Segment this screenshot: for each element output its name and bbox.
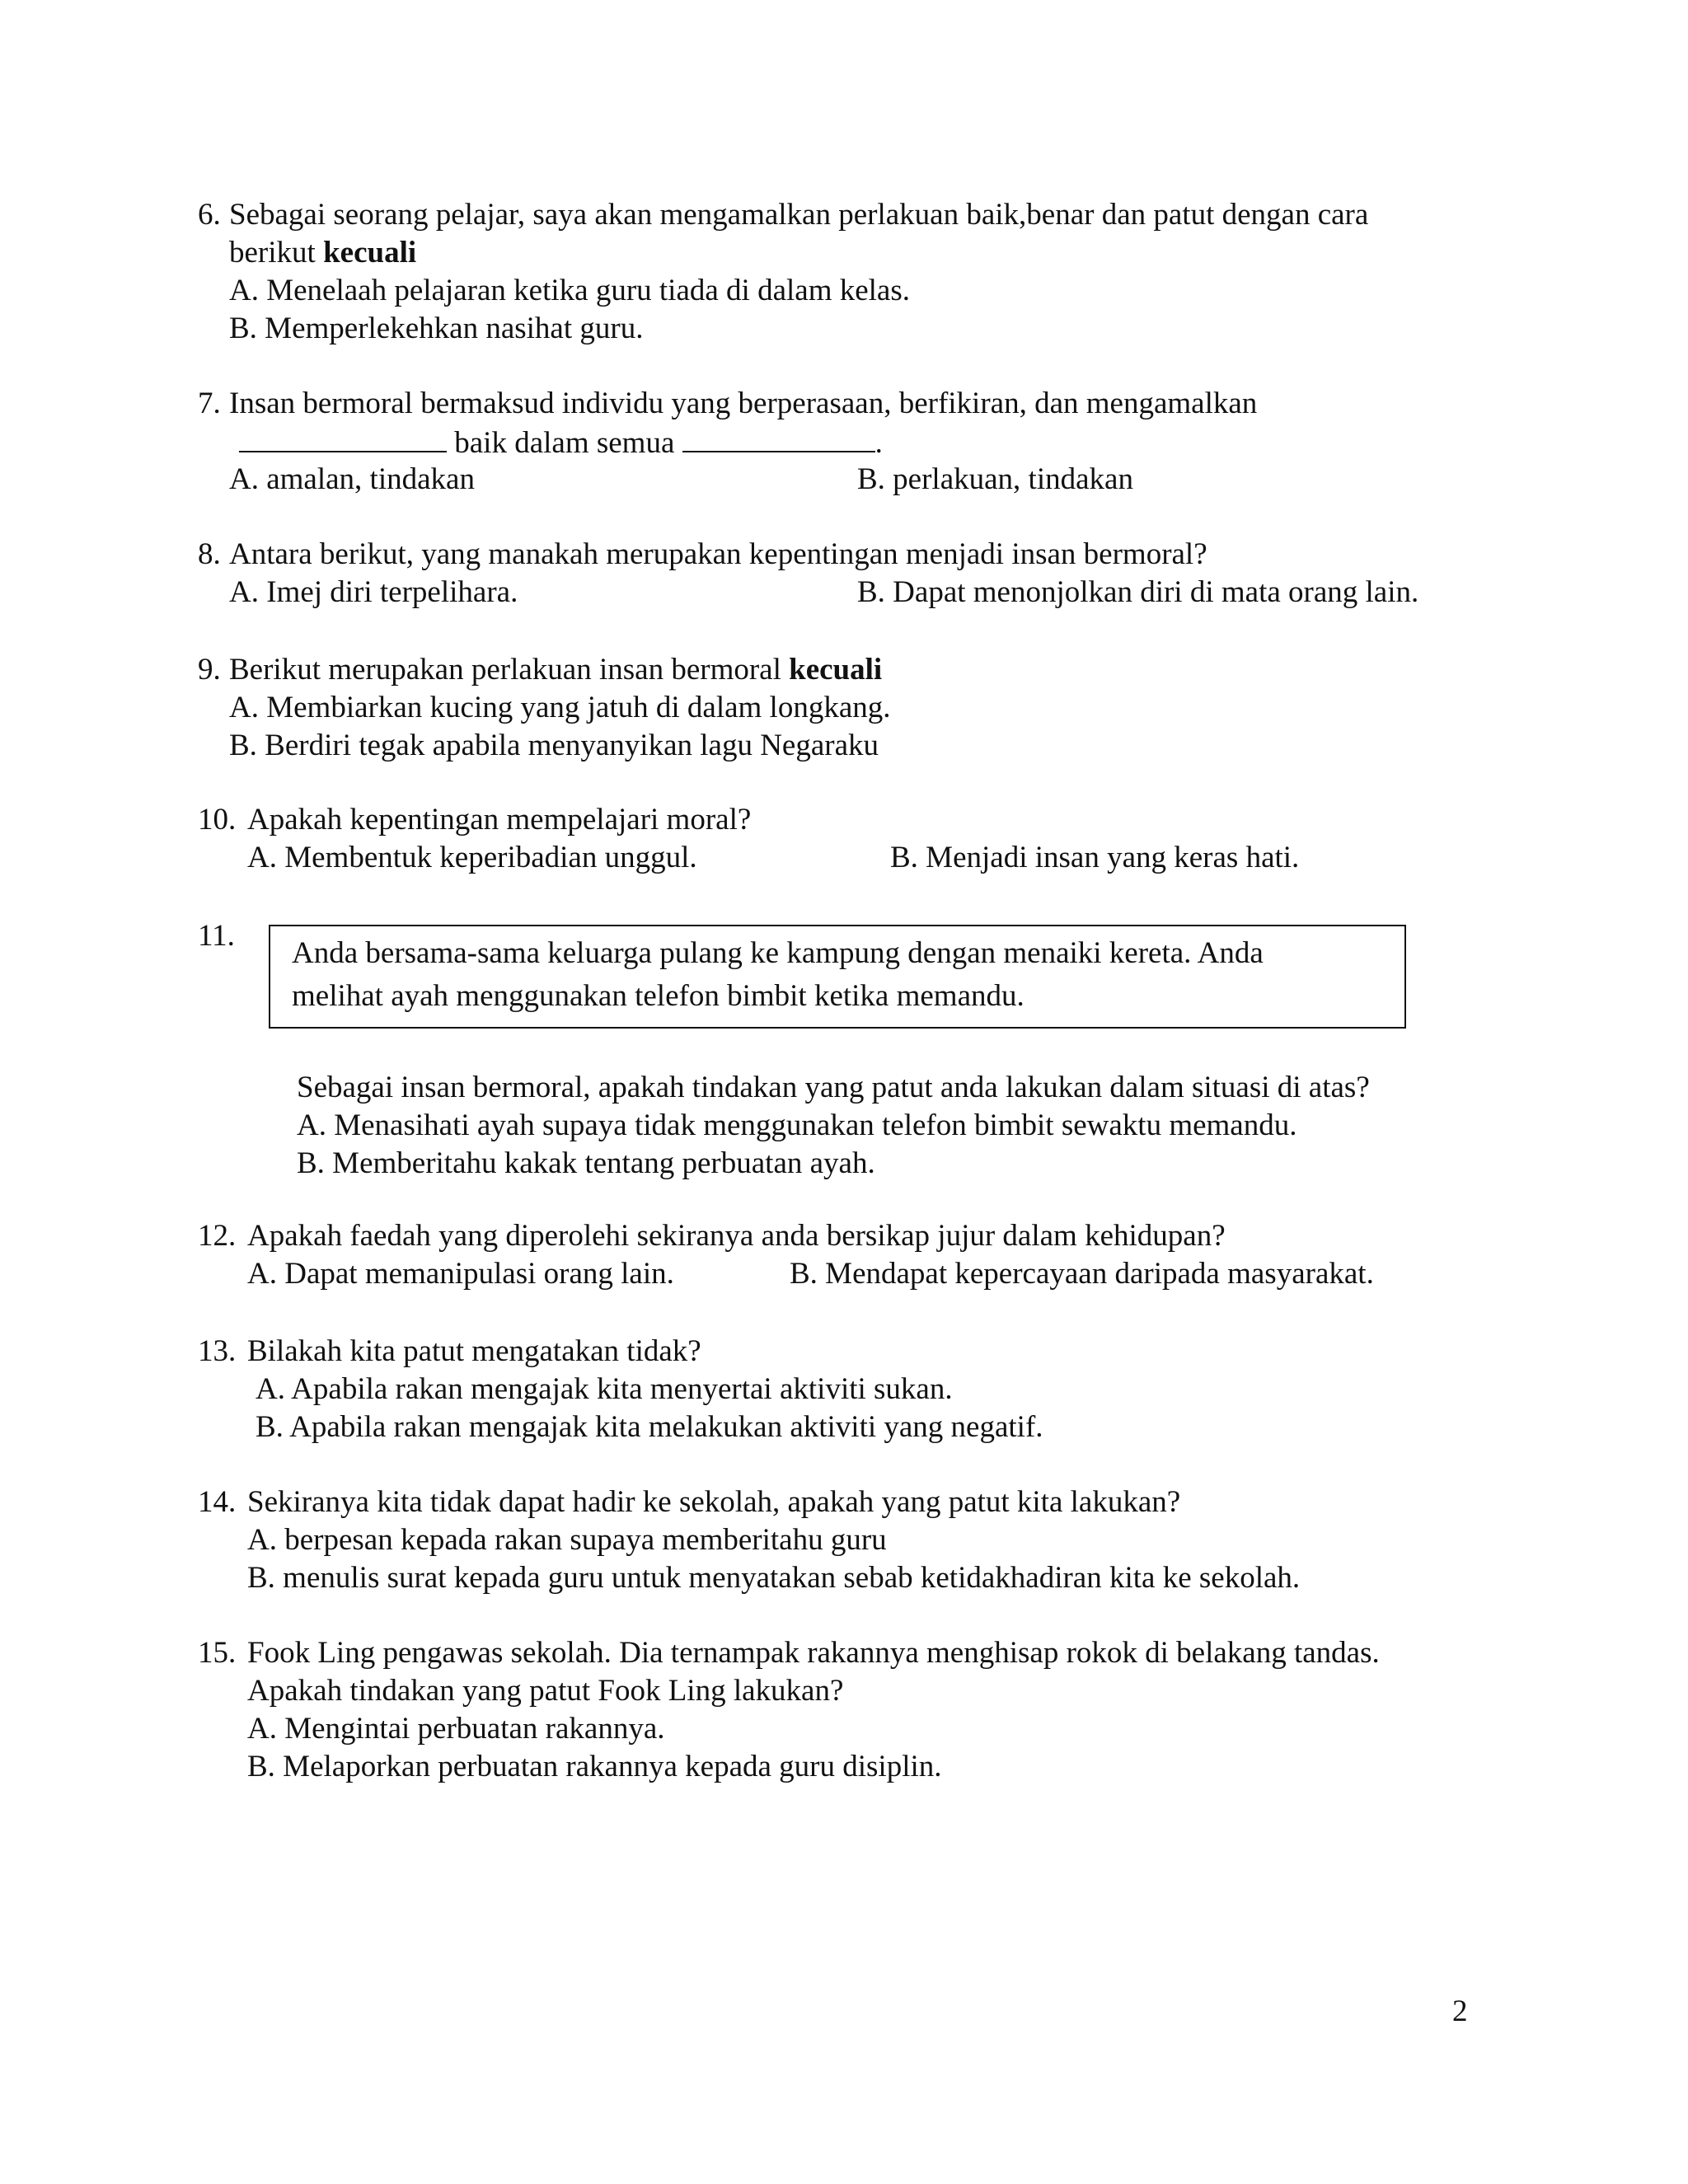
option-a: A. Dapat memanipulasi orang lain. [247, 1257, 674, 1291]
scenario-line: melihat ayah menggunakan telefon bimbit ketika memandu. [292, 979, 1025, 1013]
question-number: 9. [198, 653, 221, 687]
question-number: 11. [198, 919, 235, 953]
question-stem: Antara berikut, yang manakah merupakan kepentingan menjadi insan bermoral? [229, 537, 1207, 571]
question-number: 8. [198, 537, 221, 571]
question-stem: Sebagai seorang pelajar, saya akan mengamalkan perlakuan baik,benar dan patut dengan cara [229, 198, 1369, 232]
option-a: A. Apabila rakan mengajak kita menyertai aktiviti sukan. [256, 1372, 953, 1406]
option-a: A. Mengintai perbuatan rakannya. [247, 1712, 665, 1746]
question-stem-cont: Apakah tindakan yang patut Fook Ling lakukan? [247, 1674, 844, 1708]
question-number: 10. [198, 803, 237, 837]
question-stem-cont: berikut kecuali [229, 236, 417, 269]
question-number: 15. [198, 1636, 237, 1670]
page-number: 2 [1452, 1994, 1468, 2028]
question-stem: Bilakah kita patut mengatakan tidak? [247, 1334, 701, 1368]
scenario-box [269, 925, 1406, 1029]
question-number: 12. [198, 1219, 237, 1253]
question-stem: Apakah faedah yang diperolehi sekiranya anda bersikap jujur dalam kehidupan? [247, 1219, 1226, 1253]
option-a: A. amalan, tindakan [229, 462, 475, 496]
question-stem: Sebagai insan bermoral, apakah tindakan yang patut anda lakukan dalam situasi di atas? [297, 1071, 1370, 1104]
question-stem-cont: baik dalam semua . [239, 423, 883, 462]
question-stem: Sekiranya kita tidak dapat hadir ke sekolah, apakah yang patut kita lakukan? [247, 1485, 1181, 1519]
question-stem: Apakah kepentingan mempelajari moral? [247, 803, 752, 837]
question-stem: Fook Ling pengawas sekolah. Dia ternampak rakannya menghisap rokok di belakang tandas. [247, 1636, 1380, 1670]
option-b: B. Menjadi insan yang keras hati. [890, 841, 1300, 874]
answer-blank-1 [239, 423, 447, 452]
question-number: 14. [198, 1485, 237, 1519]
option-b: B. Memperlekehkan nasihat guru. [229, 312, 644, 345]
question-number: 13. [198, 1334, 237, 1368]
question-stem: Berikut merupakan perlakuan insan bermoral kecuali [229, 653, 883, 687]
option-a: A. berpesan kepada rakan supaya memberitahu guru [247, 1523, 887, 1557]
option-a: A. Membiarkan kucing yang jatuh di dalam longkang. [229, 691, 891, 724]
option-a: A. Imej diri terpelihara. [229, 575, 518, 609]
question-stem: Insan bermoral bermaksud individu yang berperasaan, berfikiran, dan mengamalkan [229, 387, 1258, 420]
option-b: B. perlakuan, tindakan [857, 462, 1133, 496]
emphasis-kecuali: kecuali [789, 653, 883, 687]
question-number: 7. [198, 387, 221, 420]
option-a: A. Menasihati ayah supaya tidak menggunakan telefon bimbit sewaktu memandu. [297, 1108, 1297, 1142]
option-b: B. Melaporkan perbuatan rakannya kepada guru disiplin. [247, 1750, 942, 1783]
option-b: B. Memberitahu kakak tentang perbuatan ayah. [297, 1146, 875, 1180]
option-b: B. Dapat menonjolkan diri di mata orang lain. [857, 575, 1419, 609]
option-b: B. Berdiri tegak apabila menyanyikan lagu Negaraku [229, 729, 879, 762]
emphasis-kecuali: kecuali [323, 236, 417, 269]
option-b: B. menulis surat kepada guru untuk menyatakan sebab ketidakhadiran kita ke sekolah. [247, 1561, 1301, 1595]
option-a: A. Menelaah pelajaran ketika guru tiada di dalam kelas. [229, 274, 910, 307]
option-b: B. Apabila rakan mengajak kita melakukan aktiviti yang negatif. [256, 1410, 1043, 1444]
option-a: A. Membentuk keperibadian unggul. [247, 841, 697, 874]
question-number: 6. [198, 198, 221, 232]
answer-blank-2 [682, 423, 875, 452]
scenario-line: Anda bersama-sama keluarga pulang ke kampung dengan menaiki kereta. Anda [292, 936, 1264, 970]
option-b: B. Mendapat kepercayaan daripada masyarakat. [790, 1257, 1374, 1291]
